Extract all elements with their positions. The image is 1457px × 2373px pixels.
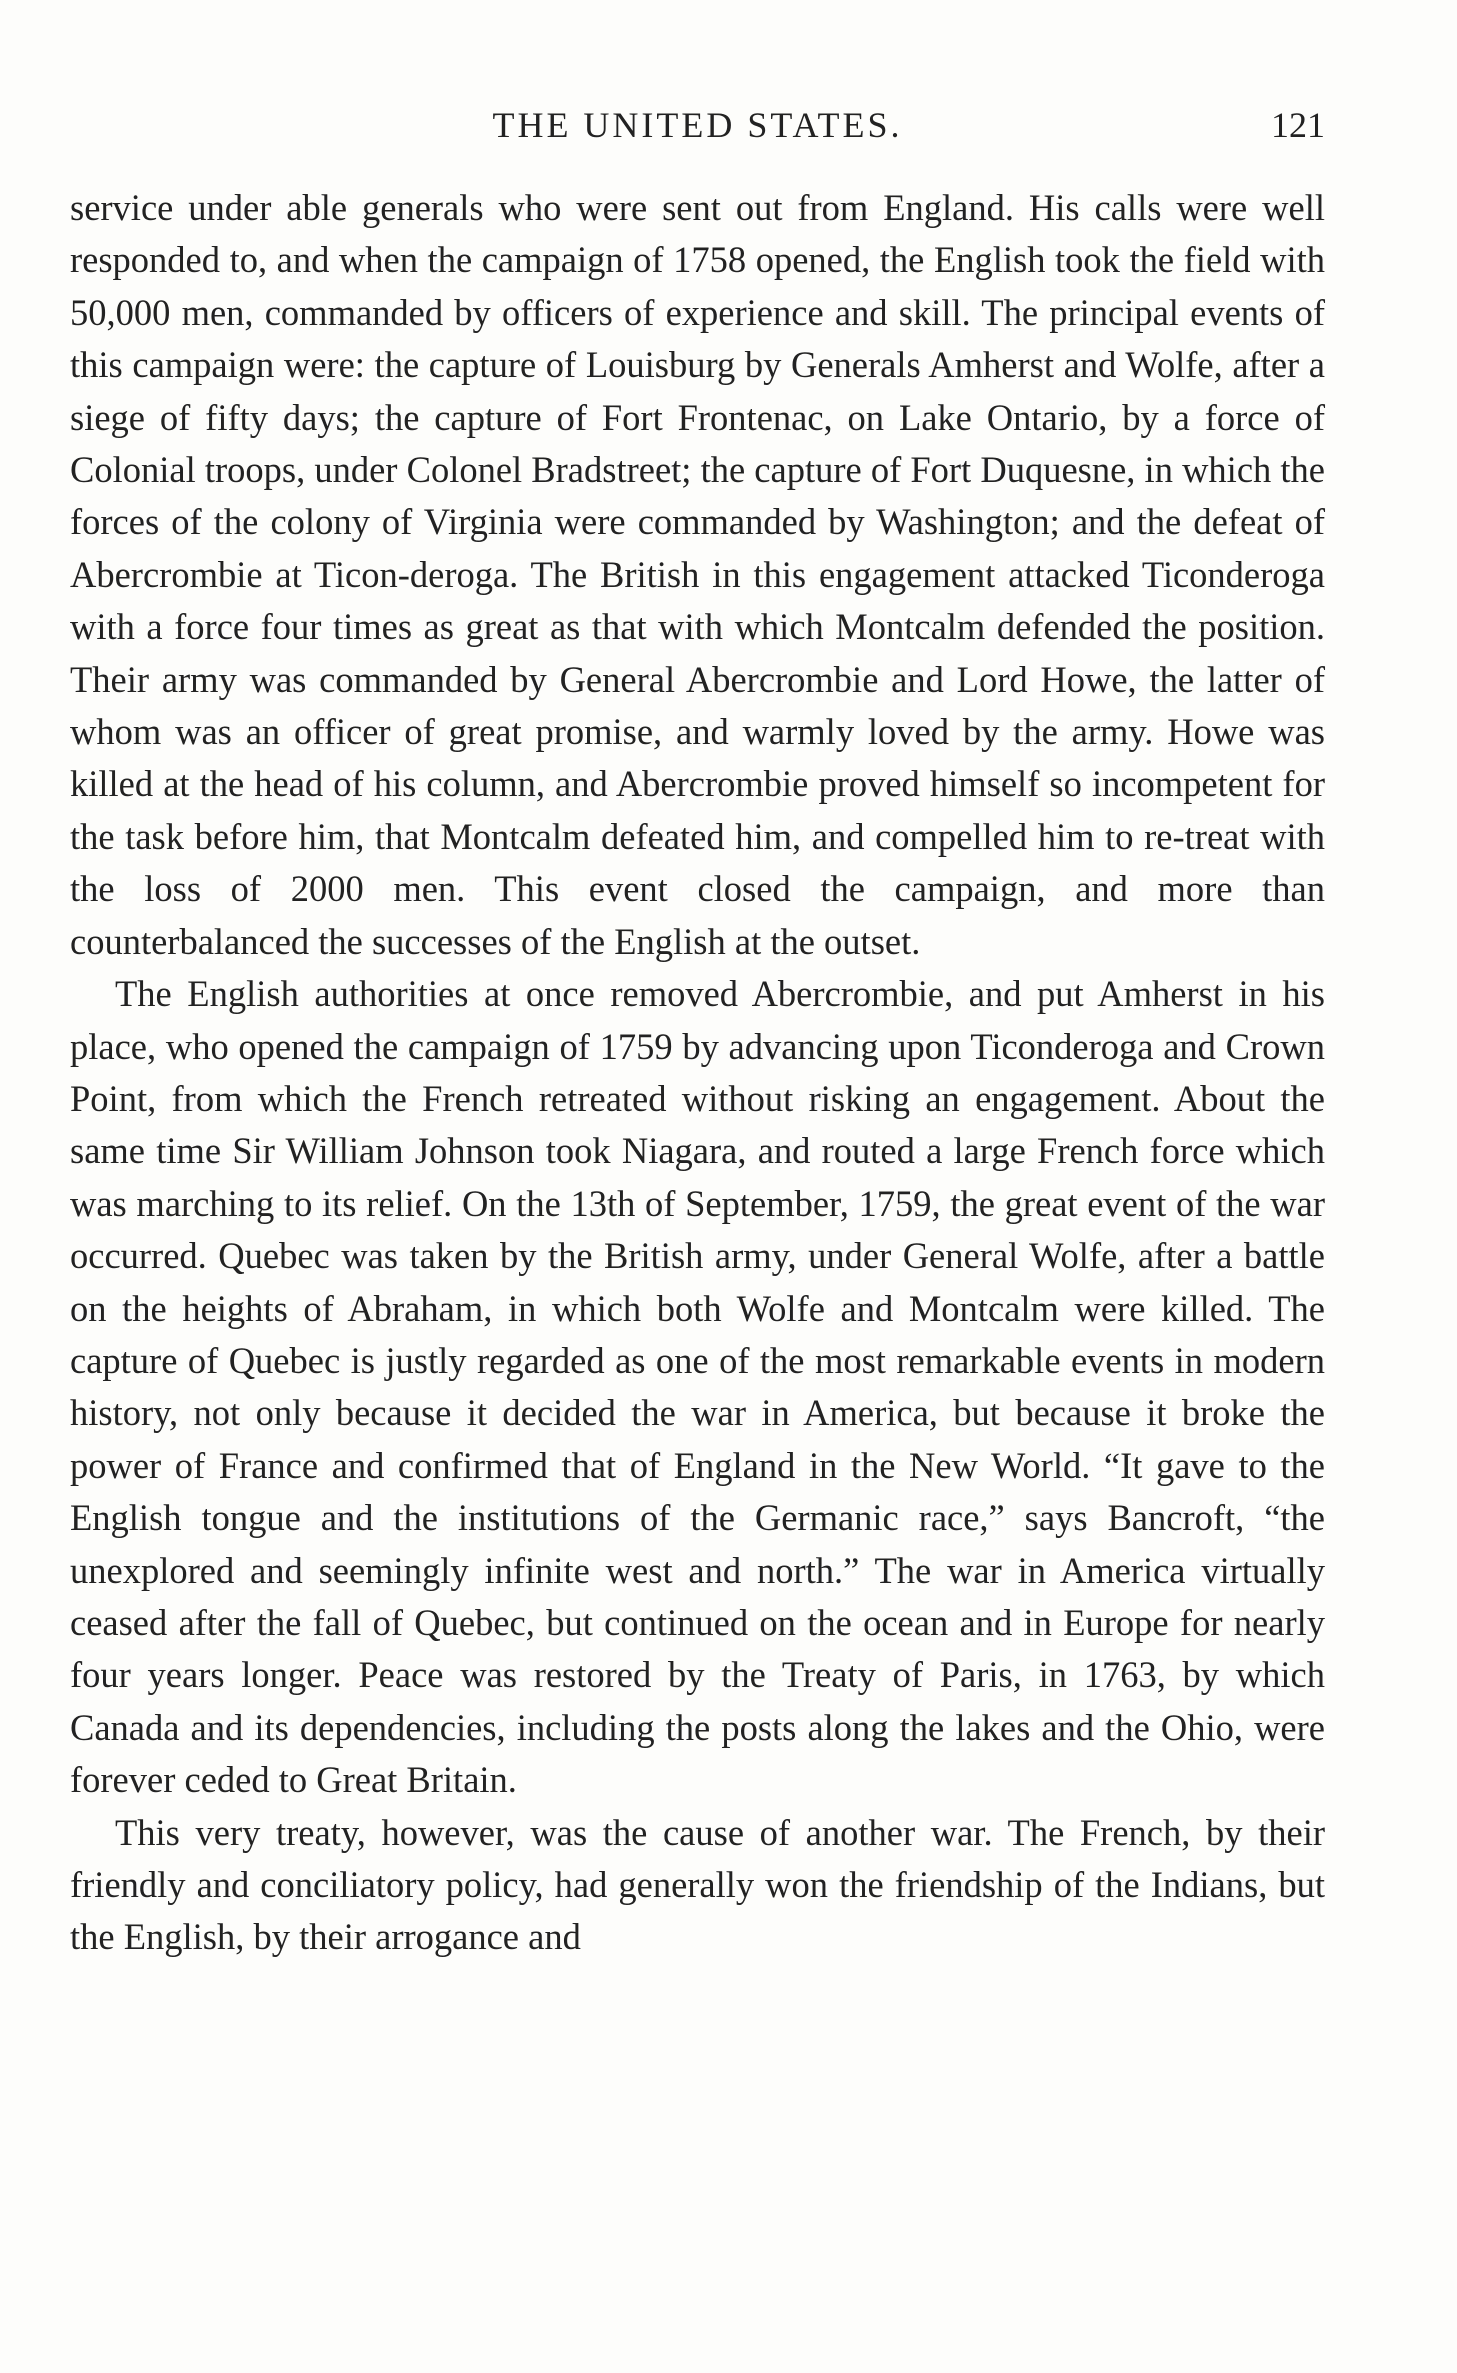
page-number: 121 — [1271, 105, 1325, 145]
paragraph-3: This very treaty, however, was the cause of another war. The French, by their friendly and conciliatory policy, had generally won the friendship of the Indians, but the English, by their arrogance and — [70, 1811, 1325, 1958]
paragraph-2: The English authorities at once removed Abercrombie, and put Amherst in his place, who opened the campaign of 1759 by advancing upon Ticonderoga and Crown Point, from which the French retreated without risking an engagement. About the same time Sir William Johnson took Niagara, and routed a large French force which was marching to its relief. On the 13th of September, 1759, the great event of the war occurred. Quebec was taken by the British army, under General Wolfe, after a battle on the heights of Abraham, in which both Wolfe and Montcalm were killed. The capture of Quebec is justly regarded as one of the most remarkable events in modern history, not only because it decided the war in America, but because it broke the power of France and confirmed that of England in the New World. “It gave to the English tongue and the institutions of the Germanic race,” says Bancroft, “the unexplored and seemingly infinite west and north.” The war in America virtually ceased after the fall of Quebec, but continued on the ocean and in Europe for nearly four years longer. Peace was restored by the Treaty of Paris, in 1763, by which Canada and its dependencies, including the posts along the lakes and the Ohio, were forever ceded to Great Britain. — [70, 973, 1325, 1801]
paragraph-1: service under able generals who were sent out from England. His calls were well responded to, and when the campaign of 1758 opened, the English took the field with 50,000 men, commanded by officers of experience and skill. The principal events of this campaign were: the capture of Louisburg by Generals Amherst and Wolfe, after a siege of fifty days; the capture of Fort Frontenac, on Lake Ontario, by a force of Colonial troops, under Colonel Bradstreet; the capture of Fort Duquesne, in which the forces of the colony of Virginia were commanded by Washington; and the defeat of Abercrombie at Ticon-deroga. The British in this engagement attacked Ticonderoga with a force four times as great as that with which Montcalm defended the position. Their army was commanded by General Abercrombie and Lord Howe, the latter of whom was an officer of great promise, and warmly loved by the army. Howe was killed at the head of his column, and Abercrombie proved himself so incompetent for the task before him, that Montcalm defeated him, and compelled him to re-treat with the loss of 2000 men. This event closed the campaign, and more than counterbalanced the successes of the English at the outset. — [70, 187, 1325, 962]
running-title: THE UNITED STATES. — [492, 105, 903, 145]
running-head — [70, 100, 1325, 150]
body-text — [70, 182, 1325, 1964]
